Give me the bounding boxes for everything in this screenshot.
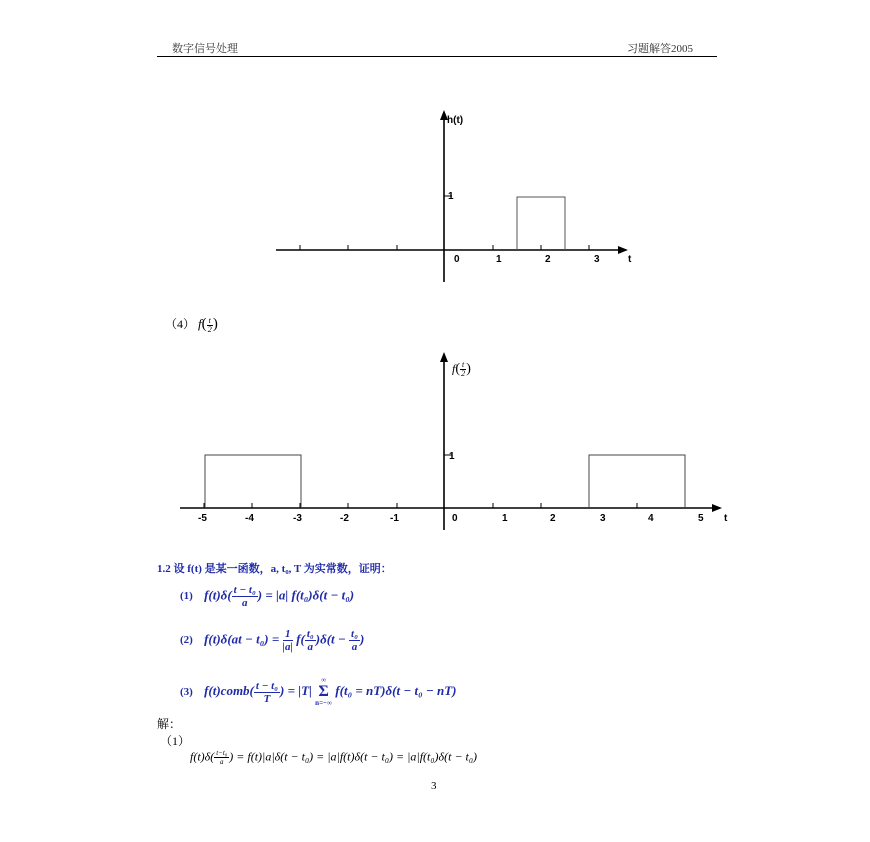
problem-heading: 1.2 设 f(t) 是某一函数，a, t₀, T 为实常数，证明： xyxy=(157,563,392,575)
header-left: 数字信号处理 xyxy=(172,43,238,55)
fig2-tick-m3: -3 xyxy=(293,513,302,524)
figure-f-t-over-2 xyxy=(180,352,728,530)
solution-part: （1） xyxy=(160,734,191,748)
problem-item-1: (1) f(t)δ( $\frac{\text{t − t₀}}{a}$ ) = |a| f(t₀)δ(t − t₀) xyxy=(180,584,355,609)
fig2-y-arrow xyxy=(440,352,448,362)
fig1-ylabel: h(t) xyxy=(447,115,464,126)
fig2-x-arrow xyxy=(712,504,722,512)
solution-equation: f(t)δ( $\frac{\text{t−t₀}}{a}$ ) = f(t)|a|δ(t − t₀) = |a|f(t)δ(t − t₀) = |a|f(t₀)δ(t − t₀) xyxy=(190,749,478,766)
part4-number: （4） xyxy=(165,317,196,331)
fig2-tick-m1: -1 xyxy=(390,513,399,524)
fig1-tick-1: 1 xyxy=(496,254,502,265)
fig2-tick-2: 2 xyxy=(550,513,556,524)
figure-h-of-t xyxy=(276,110,632,282)
problem-item-2: (2) f(t)δ(at − t₀) = $\frac{1}{|a|}$ f( $\frac{\text{t₀}}{a}$ )δ(t − $\frac{\text{t₀}}{a}$ ) xyxy=(180,628,365,653)
fig1-tick-3: 3 xyxy=(594,254,600,265)
fig2-rect-right xyxy=(589,455,685,508)
fig1-xlabel: t xyxy=(628,254,632,265)
fig1-tick-2: 2 xyxy=(545,254,551,265)
fig1-tick-0: 0 xyxy=(454,254,460,265)
fig1-rect-pulse xyxy=(517,197,565,250)
fig2-tick-4: 4 xyxy=(648,513,654,524)
fig2-tick-0: 0 xyxy=(452,513,458,524)
header-right: 习题解答2005 xyxy=(627,43,693,55)
problem-item-3: (3) f(t)comb( $\frac{\text{t − t₀}}{T}$ ) = |T| ∞ Σ n=−∞ f(t₀ = nT)δ(t − t₀ − nT) xyxy=(180,676,457,707)
fig2-rect-left xyxy=(205,455,301,508)
fig2-tick-1: 1 xyxy=(502,513,508,524)
solution-label: 解： xyxy=(157,717,182,731)
fig2-tick-5: 5 xyxy=(698,513,704,524)
fig2-tick-m5: -5 xyxy=(198,513,207,524)
fig2-tick-m2: -2 xyxy=(340,513,349,524)
fig1-level: 1 xyxy=(448,191,454,202)
fig2-ylabel: f( $\frac{t}{2}$ ) xyxy=(452,360,471,378)
fig2-tick-3: 3 xyxy=(600,513,606,524)
fig2-xlabel: t xyxy=(724,513,728,524)
part4-label: （4） f( $\frac{t}{2}$ ) xyxy=(165,315,218,334)
fig2-tick-m4: -4 xyxy=(245,513,254,524)
part4-func: f xyxy=(198,316,202,331)
fig2-level: 1 xyxy=(449,451,455,462)
page-number: 3 xyxy=(431,780,437,792)
fig1-x-arrow xyxy=(618,246,628,254)
